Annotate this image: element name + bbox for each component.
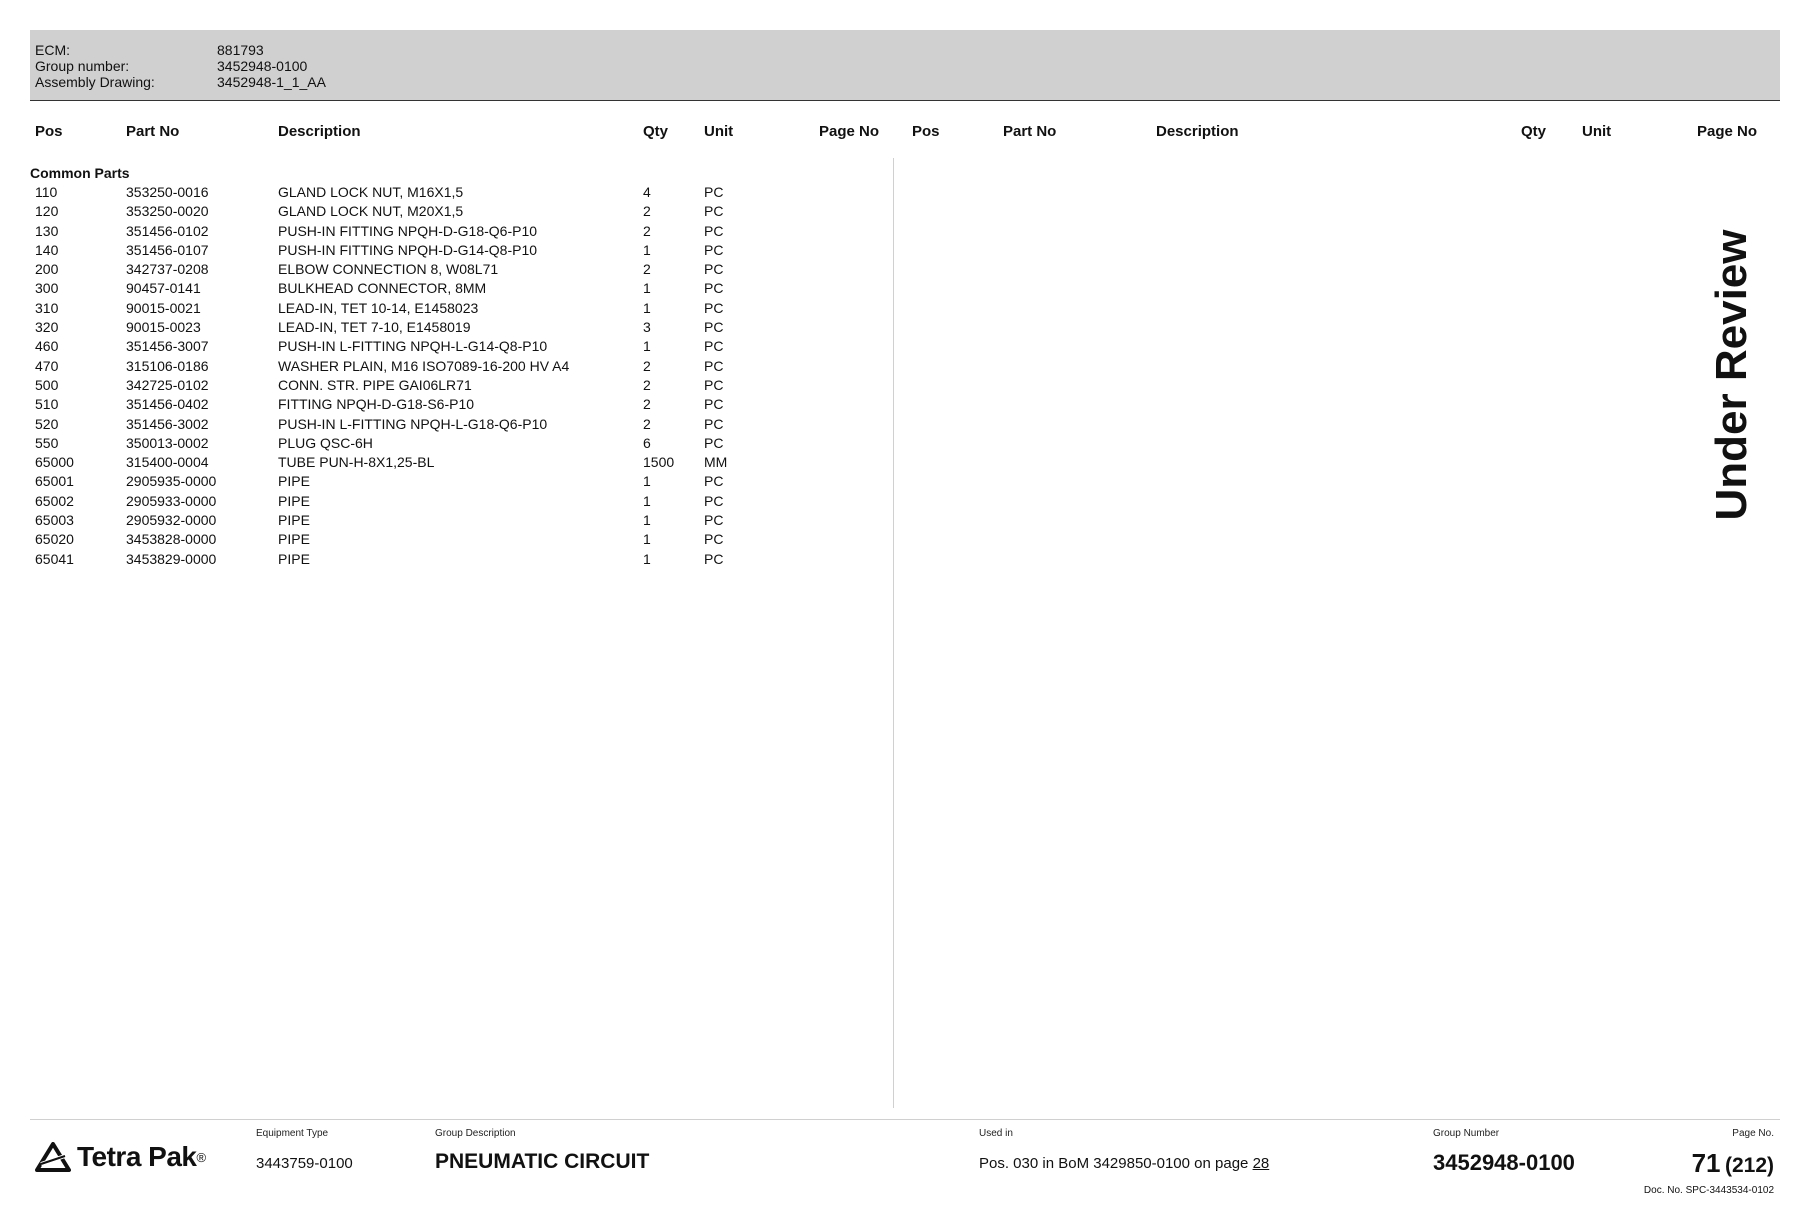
table-row xyxy=(0,337,890,356)
row-unit: PC xyxy=(704,434,724,451)
row-pos: 500 xyxy=(35,376,59,393)
row-description: WASHER PLAIN, M16 ISO7089-16-200 HV A4 xyxy=(278,357,570,374)
row-unit: MM xyxy=(704,454,728,471)
row-pos: 310 xyxy=(35,299,59,316)
row-description: LEAD-IN, TET 7-10, E1458019 xyxy=(278,319,471,336)
row-unit: PC xyxy=(704,357,724,374)
table-row xyxy=(0,357,890,376)
section-title: Common Parts xyxy=(30,165,130,181)
row-pos: 65000 xyxy=(35,454,74,471)
row-unit: PC xyxy=(704,396,724,413)
row-qty: 4 xyxy=(643,184,651,200)
col-head-unit-right: Unit xyxy=(1582,123,1612,140)
row-description: PIPE xyxy=(278,473,310,490)
row-description: PUSH-IN FITTING NPQH-D-G18-Q6-P10 xyxy=(278,222,538,239)
assembly-drawing-value: 3452948-1_1_AA xyxy=(217,74,326,90)
row-qty: 2 xyxy=(643,203,651,220)
row-part-no: 342737-0208 xyxy=(126,261,209,278)
column-divider xyxy=(893,158,894,1108)
row-description: PUSH-IN L-FITTING NPQH-L-G18-Q6-P10 xyxy=(278,415,548,432)
row-pos: 200 xyxy=(35,261,59,278)
footer-divider xyxy=(30,1119,1780,1120)
row-description: GLAND LOCK NUT, M16X1,5 xyxy=(278,184,464,200)
group-number-value: 3452948-0100 xyxy=(217,58,308,74)
row-part-no: 90015-0023 xyxy=(126,319,201,336)
row-pos: 320 xyxy=(35,319,59,336)
row-description: ELBOW CONNECTION 8, W08L71 xyxy=(278,261,499,278)
logo-text: Tetra Pak xyxy=(77,1141,197,1172)
logo-registered: ® xyxy=(196,1149,207,1165)
row-pos: 110 xyxy=(35,184,58,200)
row-description: PIPE xyxy=(278,512,310,529)
row-qty: 2 xyxy=(643,415,651,432)
row-pos: 65020 xyxy=(35,531,74,548)
used-in-text: Pos. 030 in BoM 3429850-0100 on page xyxy=(979,1155,1249,1172)
row-unit: PC xyxy=(704,473,724,490)
table-row xyxy=(0,434,890,453)
row-part-no: 90015-0021 xyxy=(126,299,201,316)
row-qty: 6 xyxy=(643,434,651,451)
used-in-value xyxy=(979,1155,1269,1172)
row-pos: 65003 xyxy=(35,512,74,529)
row-qty: 2 xyxy=(643,396,651,413)
row-qty: 2 xyxy=(643,222,651,239)
row-part-no: 353250-0016 xyxy=(126,184,209,200)
row-part-no: 351456-0107 xyxy=(126,241,209,258)
col-head-pageno-left: Page No xyxy=(819,123,880,140)
row-unit: PC xyxy=(704,531,724,548)
table-row xyxy=(0,376,890,395)
row-part-no: 3453829-0000 xyxy=(126,550,217,567)
under-review-stamp: Under Review xyxy=(1707,229,1756,521)
row-description: PUSH-IN FITTING NPQH-D-G14-Q8-P10 xyxy=(278,241,538,258)
row-part-no: 351456-3007 xyxy=(126,338,209,355)
row-unit: PC xyxy=(704,415,724,432)
row-unit: PC xyxy=(704,222,724,239)
ecm-value: 881793 xyxy=(217,42,264,58)
row-description: GLAND LOCK NUT, M20X1,5 xyxy=(278,203,464,220)
row-qty: 1 xyxy=(643,241,651,258)
group-number-footer-value: 3452948-0100 xyxy=(1433,1150,1575,1175)
row-description: PIPE xyxy=(278,550,310,567)
group-number-footer-label: Group Number xyxy=(1433,1128,1500,1139)
row-pos: 300 xyxy=(35,280,59,297)
table-row xyxy=(0,299,890,318)
row-qty: 1 xyxy=(643,492,651,509)
row-part-no: 315400-0004 xyxy=(126,454,209,471)
row-pos: 65041 xyxy=(35,550,74,567)
row-part-no: 351456-0102 xyxy=(126,222,209,239)
row-pos: 520 xyxy=(35,415,59,432)
row-part-no: 342725-0102 xyxy=(126,376,209,393)
row-unit: PC xyxy=(704,261,724,278)
row-part-no: 350013-0002 xyxy=(126,434,209,451)
table-row xyxy=(0,395,890,414)
row-part-no: 3453828-0000 xyxy=(126,531,217,548)
row-description: TUBE PUN-H-8X1,25-BL xyxy=(278,454,435,471)
table-row xyxy=(0,241,890,260)
row-description: LEAD-IN, TET 10-14, E1458023 xyxy=(278,299,479,316)
row-part-no: 2905932-0000 xyxy=(126,512,217,529)
row-pos: 140 xyxy=(35,241,59,258)
page-total: (212) xyxy=(1724,1154,1774,1177)
equipment-type-label: Equipment Type xyxy=(256,1128,329,1139)
row-unit: PC xyxy=(704,319,724,336)
row-qty: 1 xyxy=(643,531,651,548)
row-pos: 65002 xyxy=(35,492,74,509)
row-part-no: 90457-0141 xyxy=(126,280,201,297)
tetra-pak-logo-icon xyxy=(35,1142,71,1172)
row-qty: 1 xyxy=(643,280,651,297)
group-description-label: Group Description xyxy=(435,1128,516,1139)
row-description: FITTING NPQH-D-G18-S6-P10 xyxy=(278,396,475,413)
row-pos: 510 xyxy=(35,396,59,413)
row-pos: 130 xyxy=(35,222,59,239)
col-head-unit-left: Unit xyxy=(704,123,734,140)
table-row xyxy=(0,453,890,472)
table-row xyxy=(0,550,890,569)
used-in-page-link[interactable]: 28 xyxy=(1252,1155,1270,1172)
row-pos: 550 xyxy=(35,434,59,451)
row-pos: 470 xyxy=(35,357,59,374)
page-current: 71 xyxy=(1691,1148,1721,1178)
row-part-no: 315106-0186 xyxy=(126,357,209,374)
col-head-pos-right: Pos xyxy=(912,123,940,140)
table-row xyxy=(0,318,890,337)
row-unit: PC xyxy=(704,492,724,509)
row-unit: PC xyxy=(704,338,724,355)
table-row xyxy=(0,511,890,530)
row-unit: PC xyxy=(704,512,724,529)
row-pos: 460 xyxy=(35,338,59,355)
col-head-partno-right: Part No xyxy=(1003,123,1057,140)
row-qty: 1 xyxy=(643,512,651,529)
table-row xyxy=(0,530,890,549)
row-description: PLUG QSC-6H xyxy=(278,434,373,451)
table-row xyxy=(0,279,890,298)
col-head-description-left: Description xyxy=(278,123,361,140)
row-description: PIPE xyxy=(278,531,310,548)
row-unit: PC xyxy=(704,376,724,393)
table-row xyxy=(0,183,890,202)
table-row xyxy=(0,415,890,434)
row-qty: 1500 xyxy=(643,454,675,471)
col-head-qty-right: Qty xyxy=(1521,123,1547,140)
doc-number: Doc. No. SPC-3443534-0102 xyxy=(1643,1185,1774,1196)
group-number-label: Group number: xyxy=(35,58,130,74)
row-qty: 1 xyxy=(643,550,651,567)
page-number xyxy=(1692,1148,1774,1179)
group-description-value: PNEUMATIC CIRCUIT xyxy=(435,1150,650,1173)
row-description: PIPE xyxy=(278,492,310,509)
tetra-pak-logo xyxy=(35,1140,206,1174)
table-row xyxy=(0,472,890,491)
row-qty: 2 xyxy=(643,261,651,278)
row-part-no: 2905933-0000 xyxy=(126,492,217,509)
ecm-label: ECM: xyxy=(35,42,70,58)
table-row xyxy=(0,202,890,221)
row-pos: 120 xyxy=(35,203,59,220)
table-row xyxy=(0,222,890,241)
row-qty: 1 xyxy=(643,338,651,355)
row-unit: PC xyxy=(704,241,724,258)
row-part-no: 2905935-0000 xyxy=(126,473,217,490)
page-no-label: Page No. xyxy=(1732,1128,1774,1139)
row-qty: 1 xyxy=(643,473,651,490)
row-qty: 3 xyxy=(643,319,651,336)
header-band xyxy=(30,30,1780,101)
col-head-pageno-right: Page No xyxy=(1697,123,1758,140)
row-part-no: 351456-3002 xyxy=(126,415,209,432)
col-head-qty-left: Qty xyxy=(643,123,669,140)
row-unit: PC xyxy=(704,203,724,220)
row-description: PUSH-IN L-FITTING NPQH-L-G14-Q8-P10 xyxy=(278,338,548,355)
row-unit: PC xyxy=(704,184,724,200)
row-qty: 2 xyxy=(643,357,651,374)
row-unit: PC xyxy=(704,550,724,567)
row-unit: PC xyxy=(704,280,724,297)
row-description: BULKHEAD CONNECTOR, 8MM xyxy=(278,280,487,297)
equipment-type-value: 3443759-0100 xyxy=(256,1155,353,1172)
table-row xyxy=(0,260,890,279)
row-part-no: 353250-0020 xyxy=(126,203,209,220)
row-description: CONN. STR. PIPE GAI06LR71 xyxy=(278,376,472,393)
row-qty: 2 xyxy=(643,376,651,393)
row-unit: PC xyxy=(704,299,724,316)
col-head-partno-left: Part No xyxy=(126,123,180,140)
used-in-label: Used in xyxy=(979,1128,1013,1139)
parts-table xyxy=(0,183,890,569)
assembly-drawing-label: Assembly Drawing: xyxy=(35,74,155,90)
col-head-description-right: Description xyxy=(1156,123,1239,140)
row-qty: 1 xyxy=(643,299,651,316)
row-pos: 65001 xyxy=(35,473,74,490)
col-head-pos-left: Pos xyxy=(35,123,63,140)
row-part-no: 351456-0402 xyxy=(126,396,209,413)
table-row xyxy=(0,492,890,511)
